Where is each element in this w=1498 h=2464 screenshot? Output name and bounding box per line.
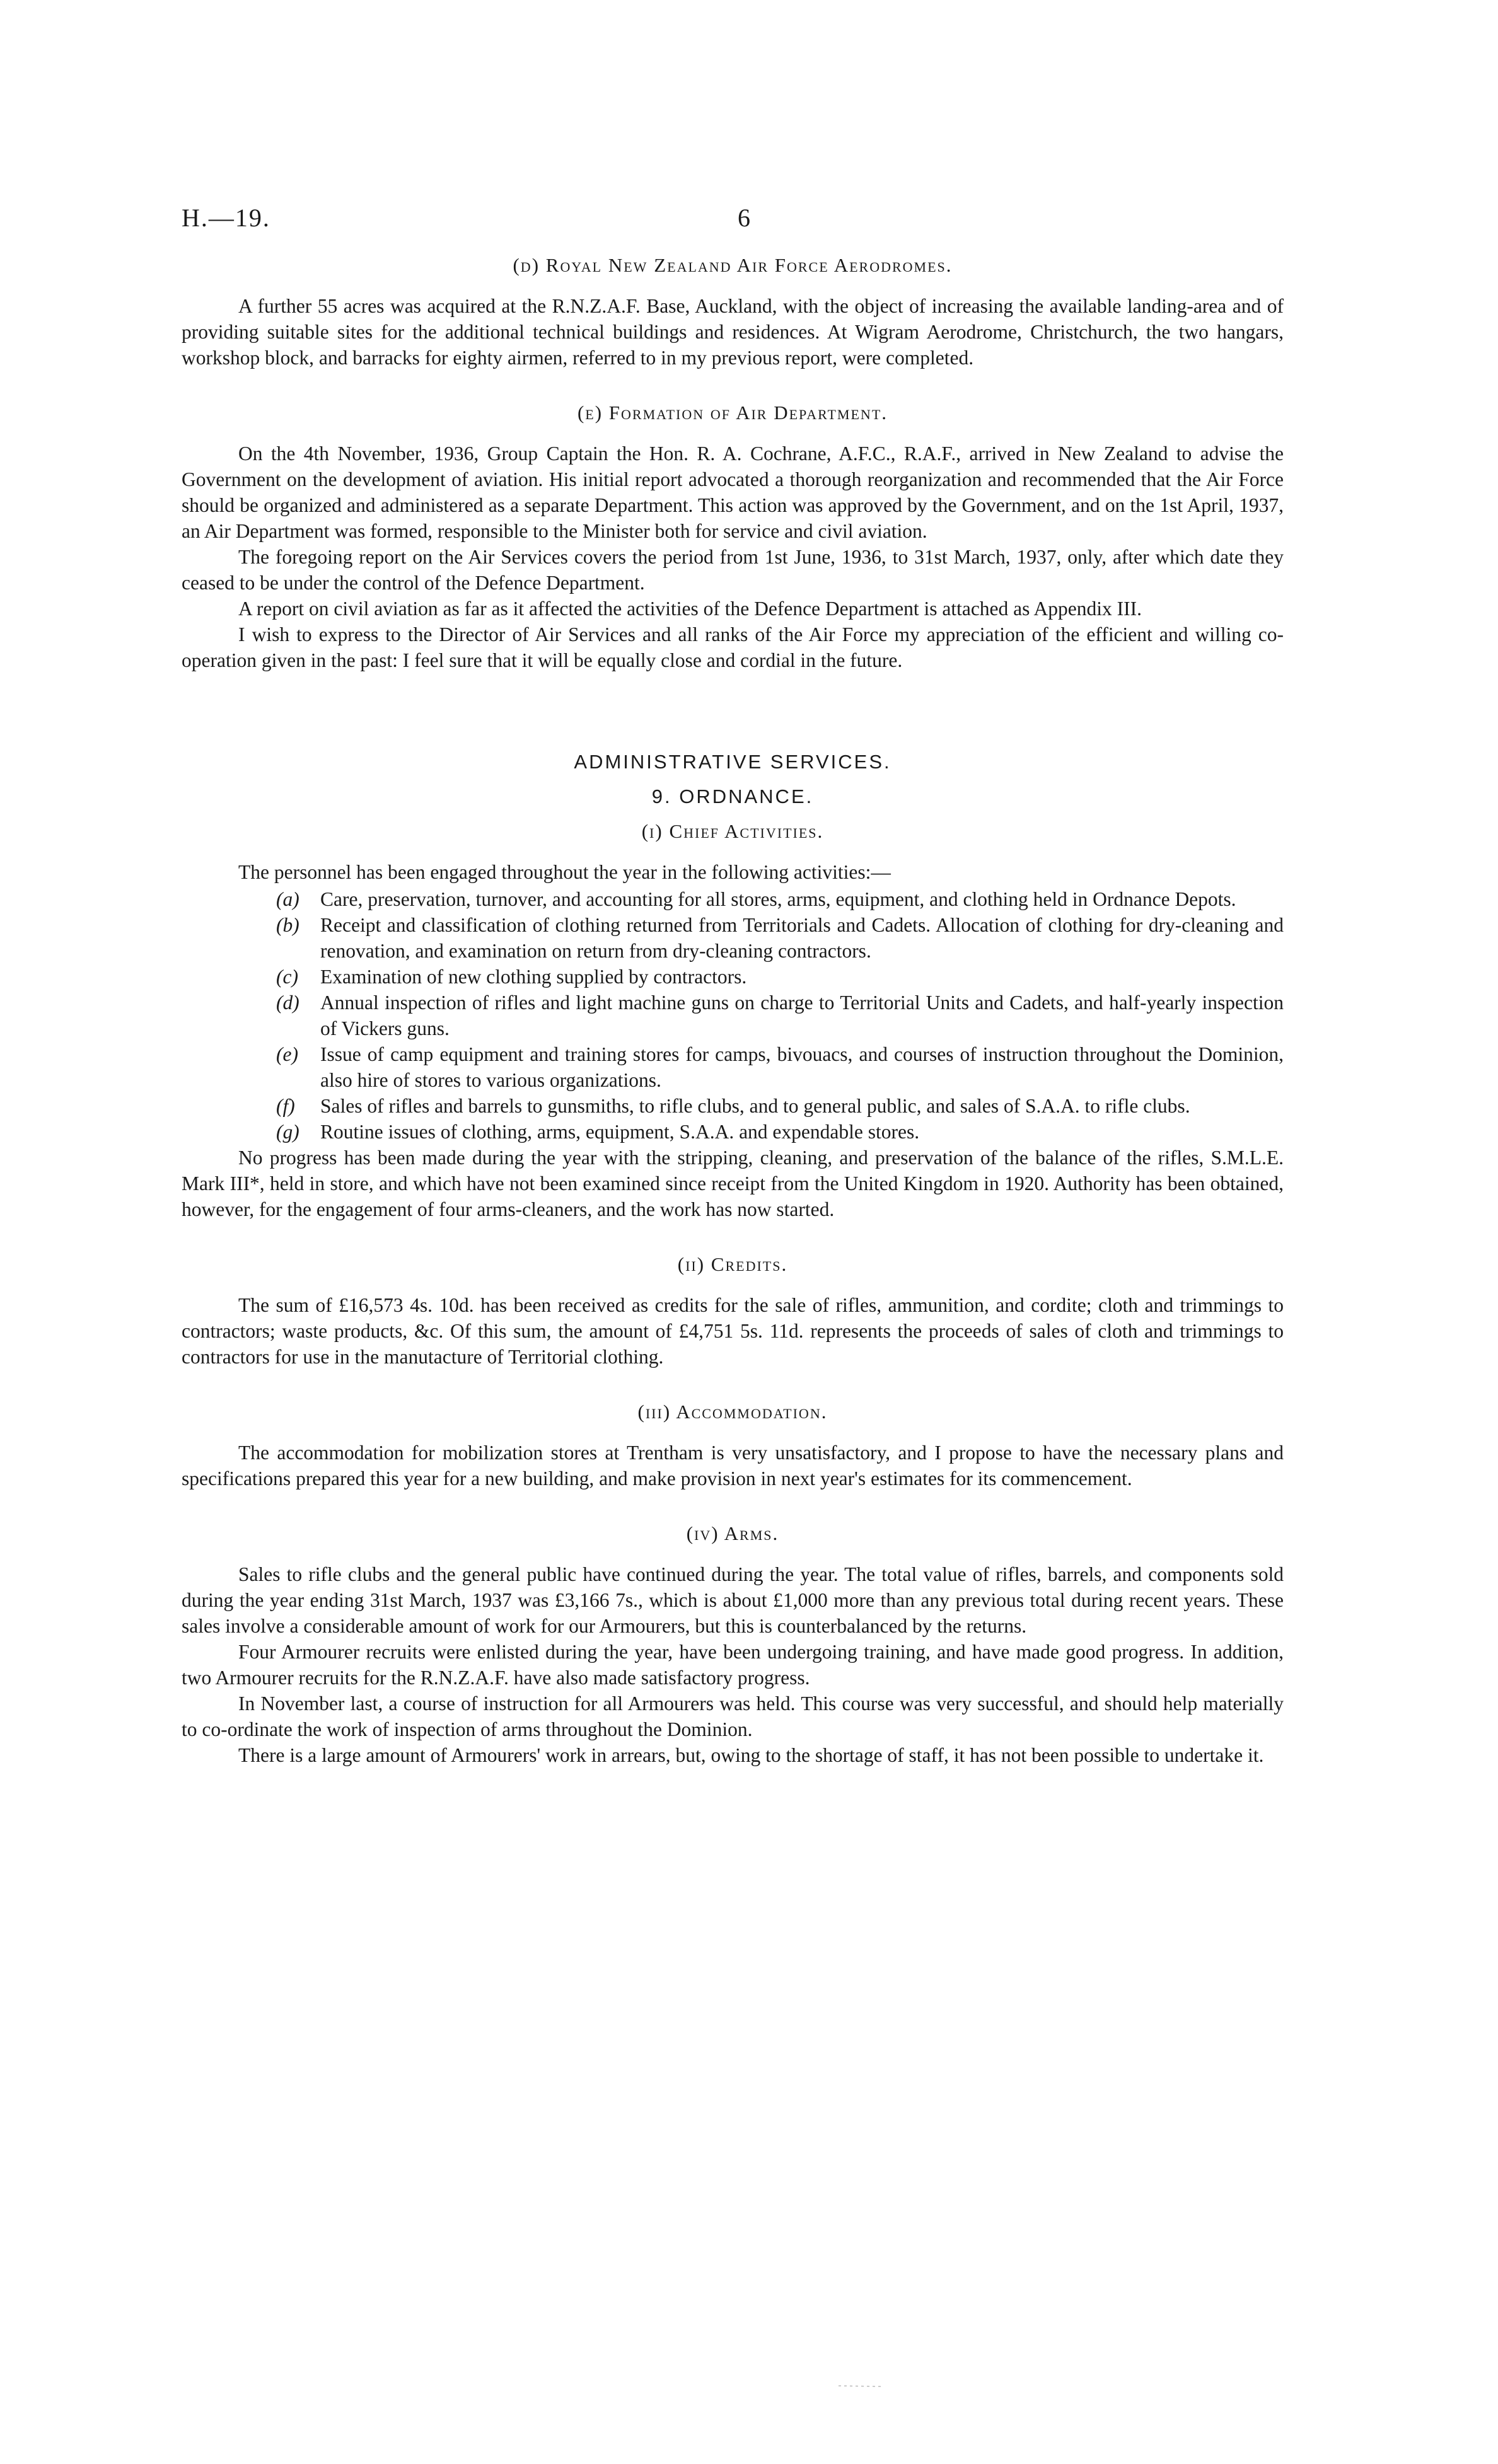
- list-item: [182, 886, 1284, 912]
- list-item-label: (f): [276, 1095, 295, 1117]
- section-e-heading: (e) Formation of Air Department.: [577, 402, 888, 424]
- list-item-text: Care, preservation, turnover, and accounting for all stores, arms, equipment, and clothing held in Ordnance Depots.: [320, 888, 1236, 910]
- arms-paragraph: Four Armourer recruits were enlisted during the year, have been undergoing training, and have made good progress. In addition, two Armourer recruits for the R.N.Z.A.F. have also made satisfactory progress.: [182, 1641, 1284, 1689]
- page-reference: H.—19.: [182, 204, 270, 232]
- arms-paragraph: There is a large amount of Armourers' work in arrears, but, owing to the shortage of staff, it has not been possible to undertake it.: [238, 1744, 1264, 1766]
- list-item-label: (b): [276, 914, 299, 936]
- list-item: [182, 964, 1284, 990]
- administrative-services-heading: ADMINISTRATIVE SERVICES.: [574, 751, 891, 773]
- section-d-heading: (d) Royal New Zealand Air Force Aerodromes.: [513, 254, 953, 276]
- list-item-text: Annual inspection of rifles and light machine guns on charge to Territorial Units and Cadets, and half-yearly inspection of Vickers guns.: [320, 992, 1284, 1039]
- list-item: [182, 990, 1284, 1041]
- chief-activities-intro: The personnel has been engaged throughout the year in the following activities:—: [238, 861, 891, 883]
- section-e-paragraph: A report on civil aviation as far as it affected the activities of the Defence Department is attached as Appendix III.: [238, 598, 1142, 620]
- list-item-label: (g): [276, 1121, 299, 1143]
- chief-activities-closing: No progress has been made during the year with the stripping, cleaning, and preservation of the balance of the rifles, S.M.L.E. Mark III*, held in store, and which have not been examined since receipt from the United Kingdom in 1920. Authority has been obtained, however, for the engagement of four arms-cleaners, and the work has now started.: [182, 1147, 1284, 1220]
- section-e-paragraph: I wish to express to the Director of Air Services and all ranks of the Air Force my appreciation of the efficient and willing co-operation given in the past: I feel sure that it will be equally close and cordial in the future.: [182, 623, 1284, 671]
- page-number: 6: [738, 204, 750, 232]
- list-item-text: Sales of rifles and barrels to gunsmiths, to rifle clubs, and to general public, and sales of S.A.A. to rifle clubs.: [320, 1095, 1190, 1117]
- list-item: [182, 1093, 1284, 1119]
- chief-activities-heading: (i) Chief Activities.: [641, 820, 824, 842]
- page-content: [182, 252, 1284, 1768]
- list-item-label: (d): [276, 992, 299, 1014]
- credits-heading: (ii) Credits.: [677, 1253, 788, 1275]
- arms-heading: (iv) Arms.: [686, 1522, 779, 1544]
- scan-mark: [839, 2384, 883, 2388]
- list-item: [182, 1119, 1284, 1145]
- list-item: [182, 1041, 1284, 1093]
- activities-list: [182, 886, 1284, 1145]
- section-d-paragraph: A further 55 acres was acquired at the R.N.Z.A.F. Base, Auckland, with the object of increasing the available landing-area and of providing suitable sites for the additional technical buildings and residences. At Wigram Aerodrome, Christchurch, the two hangars, workshop block, and barracks for eighty airmen, referred to in my previous report, were completed.: [182, 295, 1284, 369]
- list-item: [182, 912, 1284, 964]
- accommodation-paragraph: The accommodation for mobilization stores at Trentham is very unsatisfactory, and I propose to have the necessary plans and specifications prepared this year for a new building, and make provision in next year's estimates for its commencement.: [182, 1442, 1284, 1489]
- list-item-label: (e): [276, 1043, 298, 1065]
- arms-paragraph: In November last, a course of instruction for all Armourers was held. This course was very successful, and should help materially to co-ordinate the work of inspection of arms throughout the Dominion.: [182, 1692, 1284, 1740]
- list-item-label: (c): [276, 966, 298, 988]
- list-item-label: (a): [276, 888, 299, 910]
- ordnance-heading: 9. ORDNANCE.: [651, 785, 814, 807]
- section-e-paragraph: On the 4th November, 1936, Group Captain the Hon. R. A. Cochrane, A.F.C., R.A.F., arrived in New Zealand to advise the Government on the development of aviation. His initial report advocated a thorough reorganization and recommended that the Air Force should be organized and administered as a separate Department. This action was approved by the Government, and on the 1st April, 1937, an Air Department was formed, responsible to the Minister both for service and civil aviation.: [182, 442, 1284, 542]
- list-item-text: Routine issues of clothing, arms, equipment, S.A.A. and expendable stores.: [320, 1121, 920, 1143]
- credits-paragraph: The sum of £16,573 4s. 10d. has been received as credits for the sale of rifles, ammunition, and cordite; cloth and trimmings to contractors; waste products, &c. Of this sum, the amount of £4,751 5s. 11d. represents the proceeds of sales of cloth and trimmings to contractors for use in the manutacture of Territorial clothing.: [182, 1294, 1284, 1368]
- list-item-text: Examination of new clothing supplied by contractors.: [320, 966, 747, 988]
- list-item-text: Receipt and classification of clothing returned from Territorials and Cadets. Allocation of clothing for dry-cleaning and renovation, and examination on return from dry-cleaning contractors.: [320, 914, 1284, 962]
- accommodation-heading: (iii) Accommodation.: [637, 1401, 828, 1423]
- list-item-text: Issue of camp equipment and training stores for camps, bivouacs, and courses of instruction throughout the Dominion, also hire of stores to various organizations.: [320, 1043, 1284, 1091]
- arms-paragraph: Sales to rifle clubs and the general public have continued during the year. The total value of rifles, barrels, and components sold during the year ending 31st March, 1937 was £3,166 7s., which is about £1,000 more than any previous total during recent years. These sales involve a considerable amount of work for our Armourers, but this is counterbalanced by the returns.: [182, 1563, 1284, 1637]
- section-e-paragraph: The foregoing report on the Air Services covers the period from 1st June, 1936, to 31st March, 1937, only, after which date they ceased to be under the control of the Defence Department.: [182, 546, 1284, 594]
